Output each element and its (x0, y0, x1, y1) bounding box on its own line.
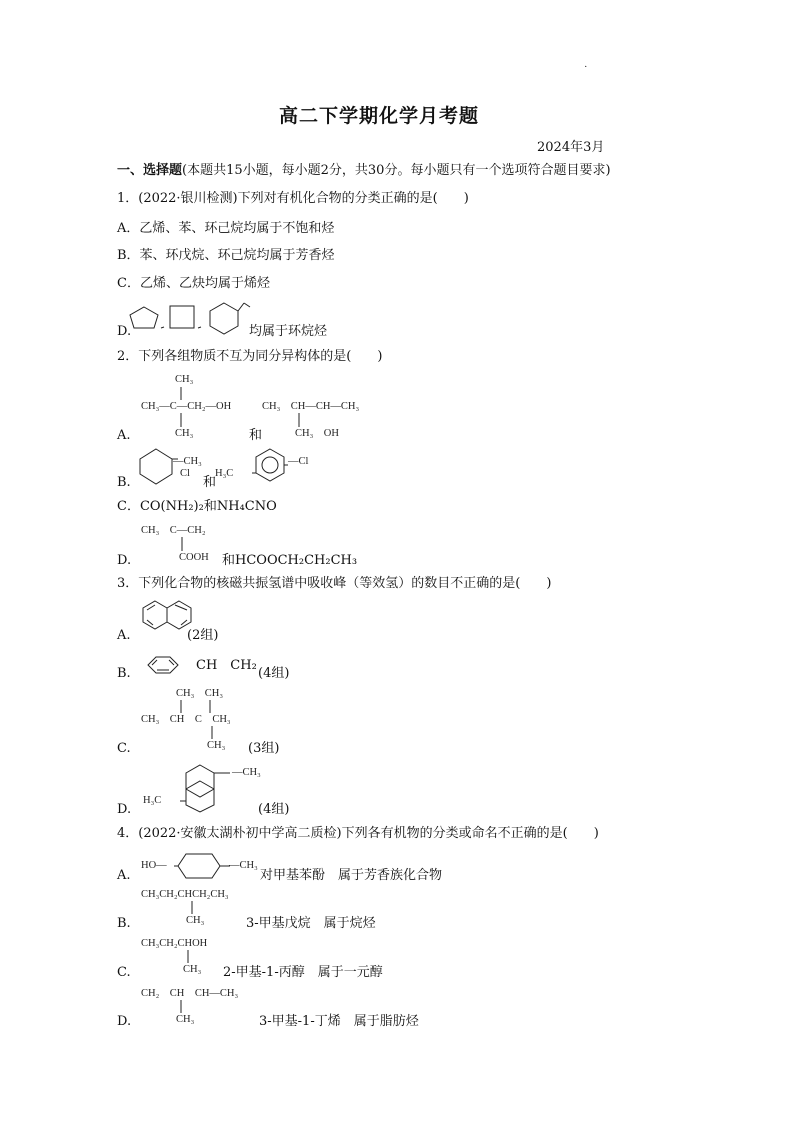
q4-d-formula: CH₂ CH CH—CH₃ (141, 988, 239, 999)
q4-c-text: 2-甲基-1-丙醇 属于一元醇 (223, 965, 383, 980)
q2-option-d-label: D. (117, 553, 132, 568)
page-title: 高二下学期化学月考题 (279, 105, 480, 127)
q2-stem: 2．下列各组物质不互为同分异构体的是( ) (117, 349, 383, 364)
q2-d-text: 和HCOOCH₂CH₂CH₃ (222, 553, 358, 568)
q2-a-s1-bot: CH₃ (175, 428, 194, 439)
q2-option-a-label: A. (117, 428, 131, 443)
q4-option-a-label: A. (117, 868, 131, 883)
q2-a-s1-top: CH₃ (175, 374, 194, 385)
q1-option-a: A．乙烯、苯、环己烷均属于不饱和烃 (117, 221, 335, 236)
q2-b-h3c: H₃C (215, 468, 234, 479)
q2-a-s2-bot: CH₃ OH (295, 428, 339, 439)
q4-a-text: 对甲基苯酚 属于芳香族化合物 (260, 868, 443, 883)
q1-option-c: C．乙烯、乙炔均属于烯烃 (117, 276, 270, 291)
q2-a-s2-mid: CH₃ CH—CH—CH₃ (262, 401, 360, 412)
q4-c-sub: CH₃ (183, 964, 202, 975)
q4-a-ho: HO— (141, 860, 167, 871)
q4-a-ch3: —CH₃ (229, 860, 258, 871)
q4-option-d-label: D. (117, 1014, 132, 1029)
q2-a-and: 和 (249, 428, 263, 443)
q3-c-top: CH₃ CH₃ (176, 688, 223, 699)
q4-option-c-label: C. (117, 965, 131, 980)
q3-c-count: (3组) (248, 741, 280, 756)
exam-date: 2024年3月 (537, 140, 605, 155)
q1-option-b: B．苯、环戊烷、环己烷均属于芳香烃 (117, 248, 335, 263)
q2-option-b-label: B. (117, 475, 131, 490)
q3-option-c-label: C. (117, 741, 131, 756)
q3-d-h3c: H₃C (143, 795, 162, 806)
q2-b-cl: Cl (180, 468, 190, 479)
q3-a-count: (2组) (187, 628, 219, 643)
q3-option-b-label: B. (117, 666, 131, 681)
q4-b-text: 3-甲基戊烷 属于烷烃 (246, 916, 376, 931)
q4-option-b-label: B. (117, 916, 131, 931)
q2-b-ch3: —CH₃ (173, 456, 202, 467)
q2-b-and: 和 (203, 475, 217, 490)
q4-d-sub: CH₃ (176, 1014, 195, 1025)
q3-d-ch3: —CH₃ (232, 767, 261, 778)
section-desc: (本题共15小题，每小题2分，共30分。每小题只有一个选项符合题目要求) (182, 163, 611, 178)
q4-c-formula: CH₃CH₂CHOH (141, 938, 208, 949)
q3-option-a-label: A. (117, 628, 131, 643)
q4-d-text: 3-甲基-1-丁烯 属于脂肪烃 (259, 1014, 419, 1029)
q3-b-count: (4组) (258, 666, 290, 681)
q3-d-count: (4组) (258, 802, 290, 817)
q4-b-sub: CH₃ (186, 915, 205, 926)
q2-b-cl2: —Cl (288, 456, 309, 467)
q1-option-d-label: D. (117, 324, 132, 339)
q3-stem: 3．下列化合物的核磁共振氢谱中吸收峰（等效氢）的数目不正确的是( ) (117, 576, 552, 591)
q4-stem: 4．(2022·安徽太湖朴初中学高二质检)下列各有机物的分类或命名不正确的是( ) (117, 826, 599, 841)
q1-stem: 1．(2022·银川检测)下列对有机化合物的分类正确的是( ) (117, 191, 469, 206)
q2-d-cooh: COOH (179, 552, 209, 563)
q1-option-d-text: 均属于环烷烃 (249, 324, 328, 339)
q2-d-top: CH₃ C—CH₂ (141, 525, 206, 536)
header-dot: · (584, 62, 588, 73)
section-label: 一、选择题 (117, 163, 183, 178)
q4-b-formula: CH₃CH₂CHCH₂CH₃ (141, 889, 229, 900)
q2-a-s1-mid: CH₃—C—CH₂—OH (141, 401, 232, 412)
q3-b-formula: CH CH₂ (196, 658, 257, 673)
q3-c-mid: CH₃ CH C CH₃ (141, 714, 231, 725)
q3-c-bot: CH₃ (207, 740, 226, 751)
q3-option-d-label: D. (117, 802, 132, 817)
q2-option-c: C．CO(NH₂)₂和NH₄CNO (117, 499, 277, 514)
